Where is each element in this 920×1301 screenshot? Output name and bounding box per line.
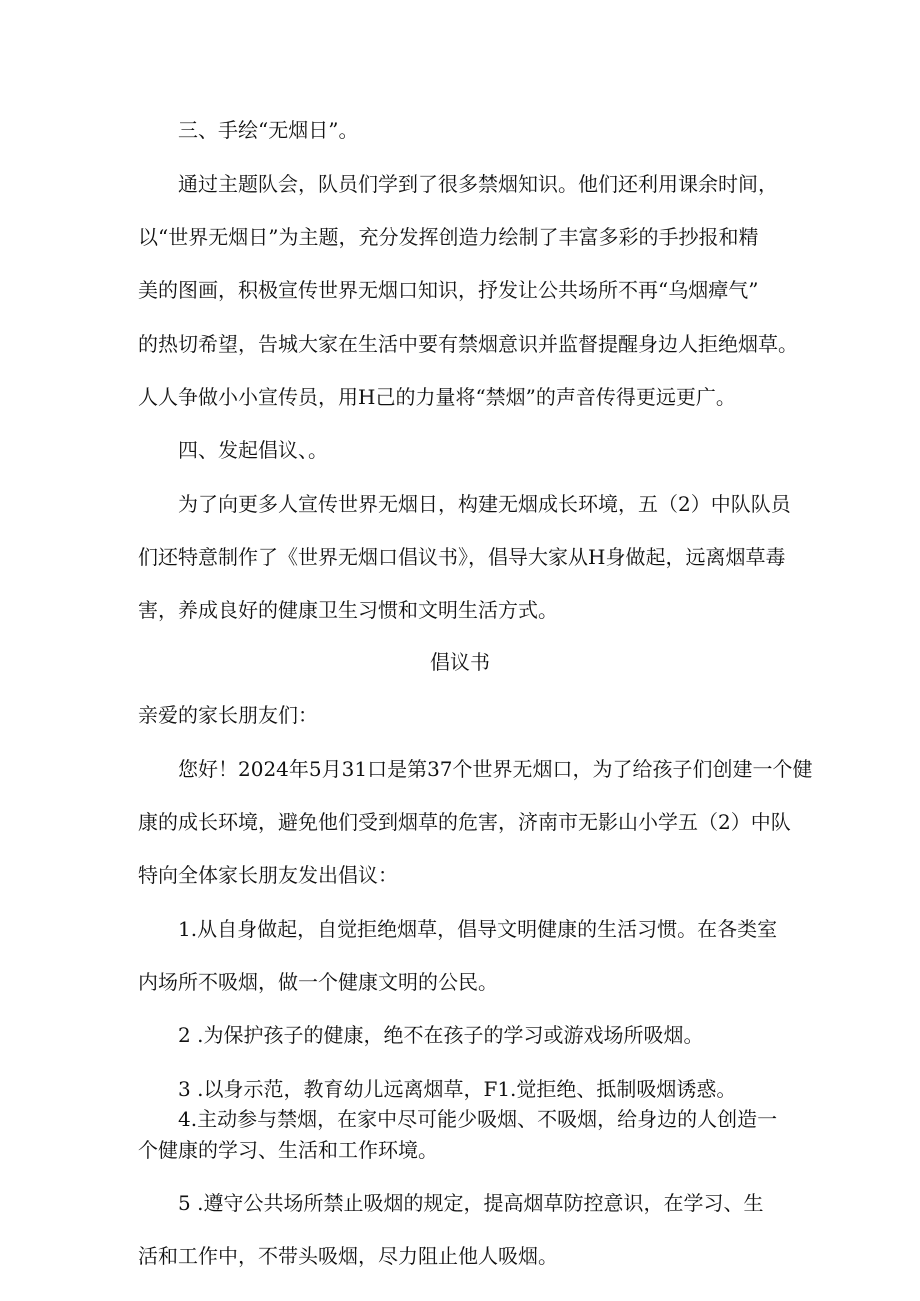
proposal-item5-line-1: 5 .遵守公共场所禁止吸烟的规定，提高烟草防控意识，在学习、生 (178, 1191, 764, 1215)
section4-line-2: 们还特意制作了《世界无烟口倡议书》，倡导大家从H身做起，远离烟草毒 (138, 545, 786, 569)
section3-line-4: 的热切希望，告城大家在生活中要有禁烟意识并监督提醒身边人拒绝烟草。 (138, 332, 798, 356)
section3-line-3: 美的图画，积极宣传世界无烟口知识，抒发让公共场所不再“乌烟瘴气” (138, 278, 759, 302)
section3-line-5: 人人争做小小宣传员，用H己的力量将“禁烟”的声音传得更远更广。 (138, 385, 736, 409)
section3-heading: 三、手绘“无烟日”。 (178, 118, 359, 142)
proposal-item4-line-2: 个健康的学习、生活和工作环境。 (138, 1138, 438, 1162)
proposal-item5-line-2: 活和工作中，不带头吸烟，尽力阻止他人吸烟。 (138, 1244, 558, 1268)
proposal-intro-line-2: 康的成长环境，避免他们受到烟草的危害，济南市无影山小学五（2）中队 (138, 810, 791, 834)
proposal-salutation: 亲爱的家长朋友们： (138, 703, 318, 727)
proposal-item1-line-2: 内场所不吸烟，做一个健康文明的公民。 (138, 970, 498, 994)
section4-line-1: 为了向更多人宣传世界无烟日，构建无烟成长环境，五（2）中队队员 (178, 492, 791, 516)
section4-heading: 四、发起倡议、。 (178, 438, 328, 462)
proposal-item3: 3 .以身示范，教育幼儿远离烟草，F1.觉拒绝、抵制吸烟诱惑。 (178, 1077, 737, 1101)
proposal-item2: 2 .为保护孩子的健康，绝不在孩子的学习或游戏场所吸烟。 (178, 1023, 704, 1047)
proposal-item1-line-1: 1.从自身做起，自觉拒绝烟草，倡导文明健康的生活习惯。在各类室 (178, 917, 778, 941)
proposal-intro-line-1: 您好！2024年5月31口是第37个世界无烟口，为了给孩子们创建一个健 (178, 757, 813, 781)
section3-line-1: 通过主题队会，队员们学到了很多禁烟知识。他们还利用课余时间， (178, 172, 778, 196)
proposal-title: 倡议书 (430, 650, 490, 674)
proposal-intro-line-3: 特向全体家长朋友发出倡议： (138, 863, 398, 887)
proposal-item4-line-1: 4.主动参与禁烟，在家中尽可能少吸烟、不吸烟，给身边的人创造一 (178, 1107, 778, 1131)
section3-line-2: 以“世界无烟日”为主题，充分发挥创造力绘制了丰富多彩的手抄报和精 (138, 225, 759, 249)
section4-line-3: 害，养成良好的健康卫生习惯和文明生活方式。 (138, 598, 558, 622)
